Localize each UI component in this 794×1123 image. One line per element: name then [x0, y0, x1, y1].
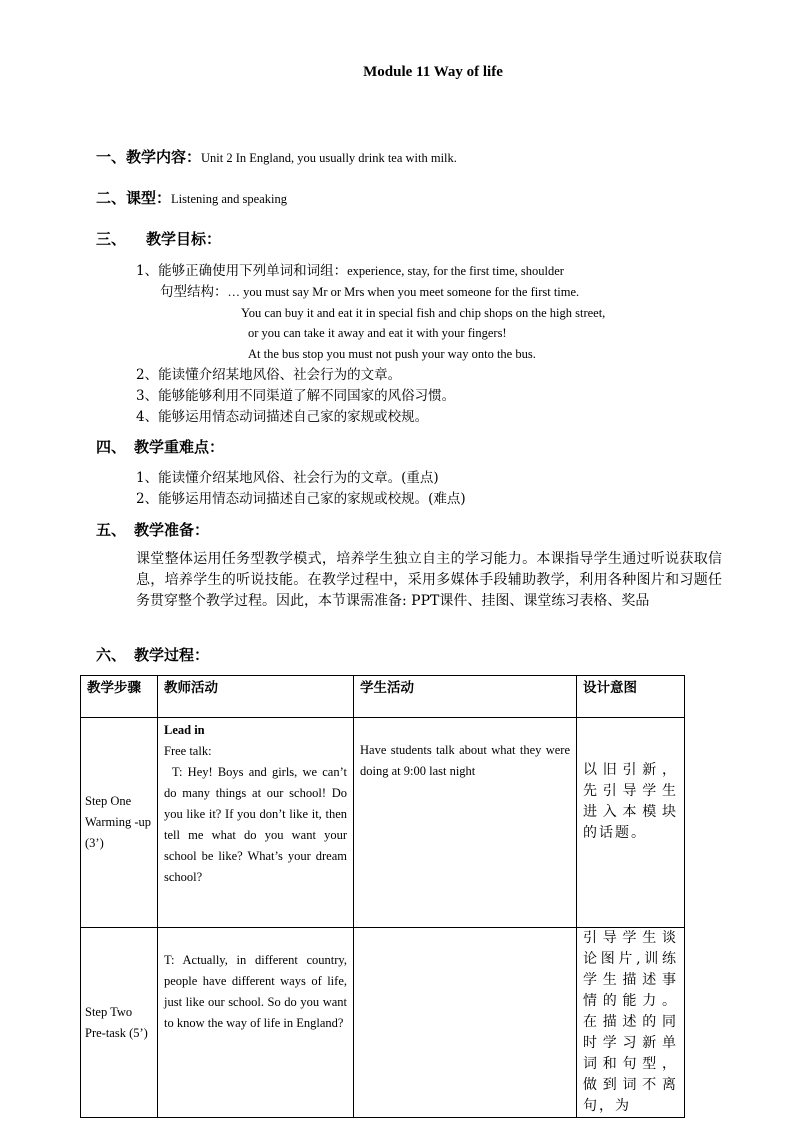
- section-number: 四、: [96, 438, 127, 456]
- step-cell: Step One Warming -up (3’): [81, 718, 158, 928]
- section-label: 教学内容：: [126, 148, 202, 166]
- objective-1-en: experience, stay, for the first time, shoulder: [347, 264, 564, 278]
- section-preparation-heading: [96, 521, 209, 540]
- header-teacher: 教师活动: [158, 676, 354, 718]
- objective-1: [136, 262, 564, 280]
- section-objectives-heading: [96, 230, 221, 249]
- table-row: [81, 718, 685, 928]
- student-activity-cell: [354, 928, 577, 1118]
- step-cell: Step Two Pre-task (5’): [81, 928, 158, 1118]
- preparation-paragraph: 课堂整体运用任务型教学模式，培养学生独立自主的学习能力。本课指导学生通过听说获取信息，培养学生的听说技能。在教学过程中，采用多媒体手段辅助教学，利用各种图片和习题任务贯穿整个教学过程。因此，本节课需准备: PPT课件、挂图、课堂练习表格、奖品: [136, 551, 722, 609]
- design-cell: 引导学生谈论图片,训练学生描述事情的能力。在描述的同时学习新单词和句型，做到词不离句，为: [577, 928, 685, 1118]
- table-row: [81, 928, 685, 1118]
- header-step: 教学步骤: [81, 676, 158, 718]
- teacher-heading: Lead in: [164, 723, 205, 737]
- teacher-activity-cell: T: Actually, in different country, people have different ways of life, just like our school. So do you want to know the way of life in England?: [158, 928, 354, 1118]
- pattern-3: or you can take it away and eat it with your fingers!: [248, 326, 507, 340]
- key-point-2: 2、能够运用情态动词描述自己家的家规或校规。(难点): [136, 491, 466, 507]
- section-content: [96, 148, 457, 167]
- process-table: [80, 675, 685, 1118]
- section-key-points-heading: [96, 438, 224, 457]
- header-design: 设计意图: [577, 676, 685, 718]
- section-text: Unit 2 In England, you usually drink tea with milk.: [201, 151, 457, 165]
- page-title: Module 11 Way of life: [363, 64, 503, 80]
- section-label: 教学目标：: [146, 230, 222, 248]
- section-label: 教学准备：: [134, 521, 210, 539]
- pattern-4: At the bus stop you must not push your way onto the bus.: [248, 347, 536, 361]
- section-number: 二、: [96, 189, 127, 207]
- pattern-2: You can buy it and eat it in special fish and chip shops on the high street,: [241, 306, 606, 320]
- section-number: 一、: [96, 148, 127, 166]
- section-lesson-type: [96, 189, 287, 208]
- pattern-1: … you must say Mr or Mrs when you meet someone for the first time.: [227, 285, 580, 299]
- key-point-1: 1、能读懂介绍某地风俗、社会行为的文章。(重点): [136, 470, 439, 486]
- teacher-text: T: Hey! Boys and girls, we can’t do many things at our school! Do you like it? If you don’t like it, then tell me what do you want your school be like? What’s your dream school?: [164, 765, 347, 884]
- section-process-heading: [96, 646, 209, 665]
- objective-4: 4、能够运用情态动词描述自己家的家规或校规。: [136, 409, 429, 425]
- objective-2: 2、能读懂介绍某地风俗、社会行为的文章。: [136, 367, 402, 383]
- header-student: 学生活动: [354, 676, 577, 718]
- teacher-subheading: Free talk:: [164, 744, 212, 758]
- teacher-activity-cell: [158, 718, 354, 928]
- student-activity-cell: Have students talk about what they were doing at 9:00 last night: [354, 718, 577, 928]
- design-cell: 以旧引新，先引导学生进入本模块的话题。: [577, 718, 685, 928]
- section-label: 课型：: [126, 189, 172, 207]
- section-label: 教学过程：: [134, 646, 210, 664]
- section-number: 三、: [96, 230, 127, 248]
- pattern-label: 句型结构：: [160, 284, 228, 300]
- section-number: 六、: [96, 646, 127, 664]
- objective-3: 3、能够能够利用不同渠道了解不同国家的风俗习惯。: [136, 388, 456, 404]
- section-text: Listening and speaking: [171, 192, 287, 206]
- table-header-row: [81, 676, 685, 718]
- pattern-line-1: [160, 283, 579, 301]
- section-number: 五、: [96, 521, 127, 539]
- objective-1-cn: 1、能够正确使用下列单词和词组：: [136, 263, 348, 279]
- section-label: 教学重难点：: [134, 438, 225, 456]
